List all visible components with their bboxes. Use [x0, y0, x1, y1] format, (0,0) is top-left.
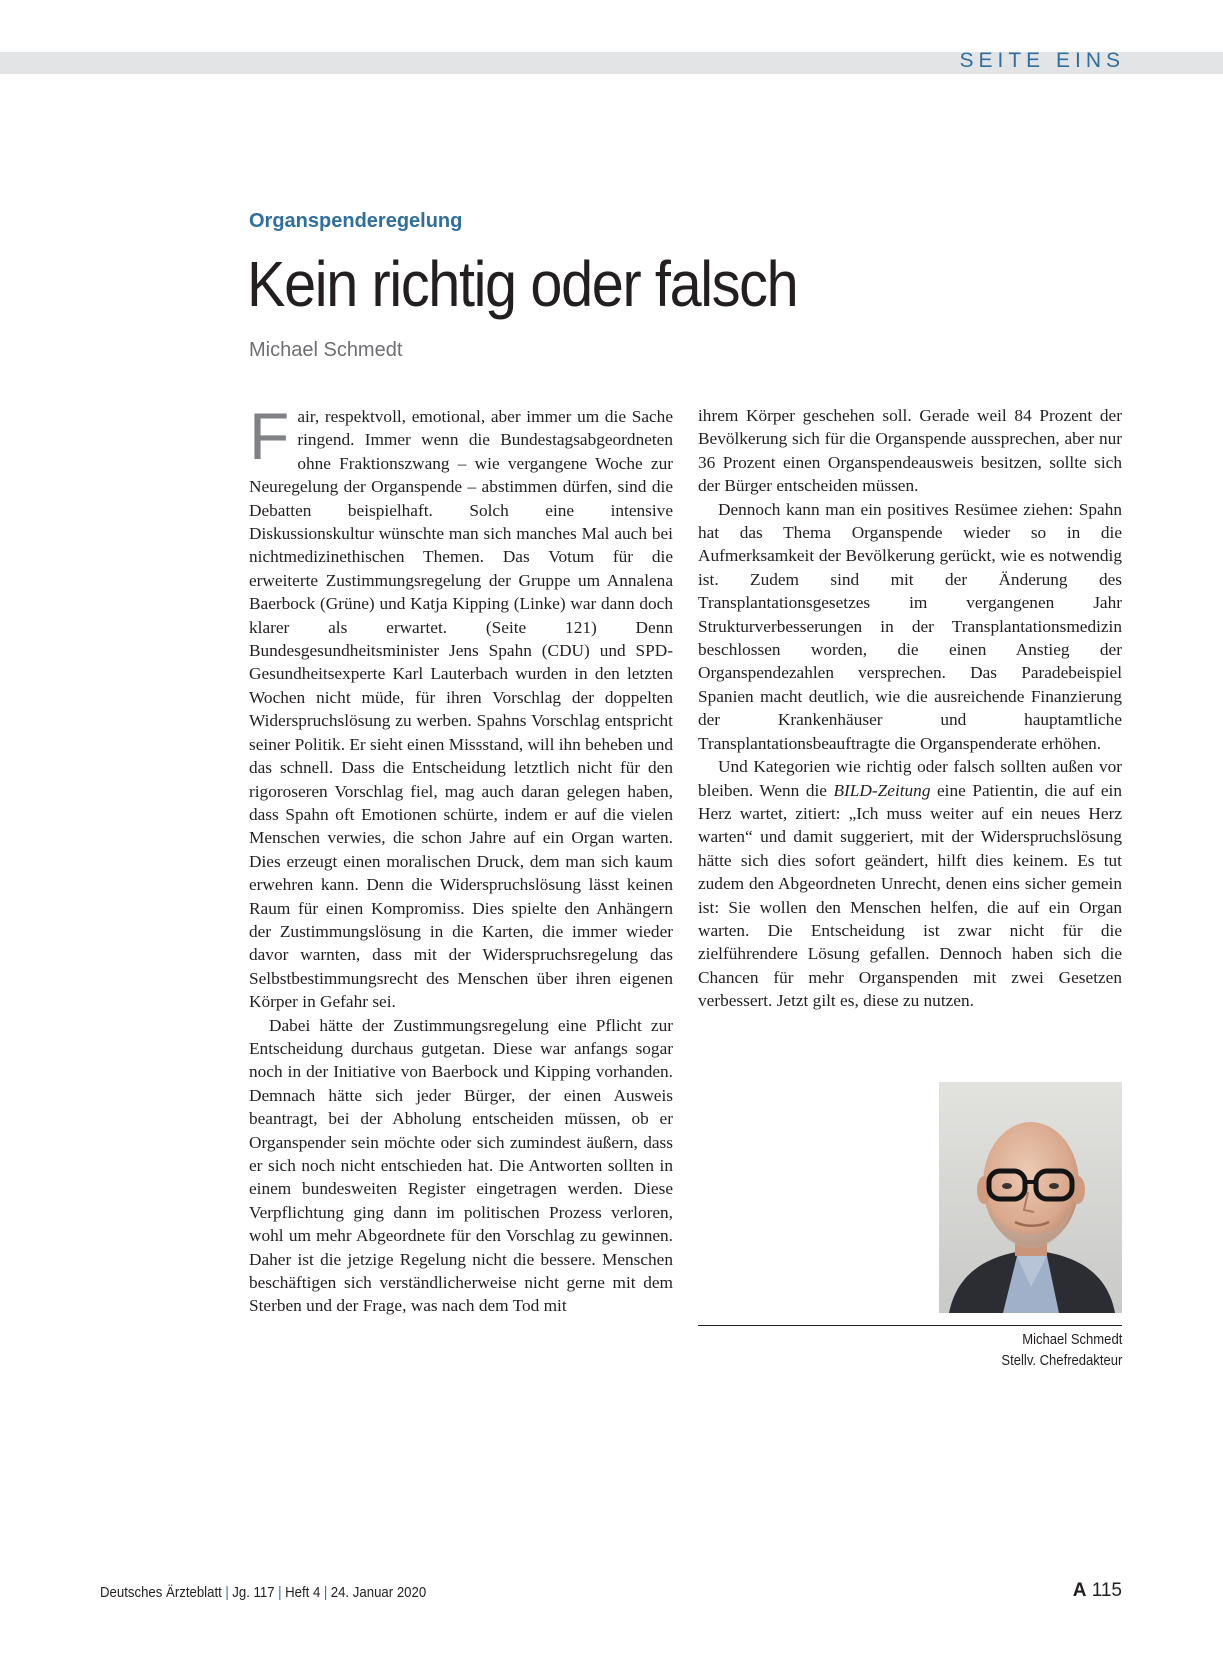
page-footer — [100, 1584, 426, 1601]
section-label: SEITE EINS — [959, 49, 1125, 72]
footer-volume: Jg. 117 — [232, 1584, 275, 1601]
article-paragraph — [249, 399, 673, 1014]
dropcap: F — [249, 399, 290, 473]
author-photo — [939, 1082, 1122, 1313]
article-paragraph — [698, 755, 1122, 1012]
caption-name: Michael Schmedt — [1021, 1332, 1122, 1348]
article-paragraph: Dabei hätte der Zustimmungsregelung eine Pflicht zur Entscheidung durchaus gutgetan. Diese war anfangs sogar noch in der Initiative von Baerbock und Kipping vorhanden. Demnach hätte sich jeder Bürger, der einen Ausweis beantragt, bei der Abholung entscheiden müssen, ob er Organspender sein möchte oder sich zumindest äußern, dass er sich noch nicht entschieden hat. Die Antworten sollten in einem bundesweiten Register eingetragen werden. Diese Verpflichtung ging dann im politischen Prozess verloren, wohl um mehr Abgeordnete für den Vorschlag zu gewinnen. Daher ist die jetzige Regelung nicht die bessere. Menschen beschäftigen sich verständlicherweise nicht gerne mit dem Sterben und der Frage, was nach dem Tod mit — [249, 1015, 673, 1316]
article-kicker: Organspenderegelung — [249, 210, 463, 232]
footer-separator: | — [225, 1584, 229, 1601]
caption-divider — [698, 1325, 1122, 1326]
paragraph-text: Und Kategorien wie richtig oder falsch sollten außen vor bleiben. Wenn die — [698, 757, 1122, 800]
page-number — [1073, 1580, 1122, 1602]
footer-publication: Deutsches Ärzteblatt — [100, 1584, 222, 1601]
footer-separator: | — [323, 1584, 328, 1601]
article-column-left — [249, 399, 673, 1318]
article-paragraph: ihrem Körper geschehen soll. Gerade weil 84 Prozent der Bevölkerung sich für die Organspende aussprechen, aber nur 36 Prozent einen Organspendeausweis besitzen, sollte sich der Bürger entscheiden müssen. — [698, 406, 1122, 496]
page-prefix: A — [1072, 1580, 1087, 1601]
article-title: Kein richtig oder falsch — [247, 248, 798, 320]
article-paragraph: Dennoch kann man ein positives Resümee ziehen: Spahn hat das Thema Organspende wieder so in die Aufmerksamkeit der Bevölkerung gerückt, wie es notwendig ist. Zudem sind mit der Änderung des Transplantationsgesetzes im vergangenen Jahr Strukturverbesserungen in der Transplantationsmedizin beschlossen worden, die einen Anstieg der Organspendezahlen versprechen. Das Paradebeispiel Spanien macht deutlich, wie die ausreichende Finanzierung der Krankenhäuser und hauptamtliche Transplantationsbeauftragte die Organspenderate erhöhen. — [698, 499, 1122, 753]
article-column-right — [698, 404, 1122, 1013]
footer-issue: Heft 4 — [285, 1584, 321, 1601]
paragraph-text: air, respektvoll, emotional, aber immer um die Sache ringend. Immer wenn die Bundestagsabgeordneten ohne Fraktionszwang – wie vergangene Woche zur Neuregelung der Organspende – abstimmen dürfen, sind die Debatten beispielhaft. Solch eine intensive Diskussionskultur wünschte man sich manches Mal auch bei nichtmedizinethischen Themen. Das Votum für die erweiterte Zustimmungsregelung der Gruppe um Annalena Baerbock (Grüne) und Katja Kipping (Linke) war dann doch klarer als erwartet. (Seite 121) Denn Bundesgesundheitsminister Jens Spahn (CDU) und SPD-Gesundheitsexperte Karl Lauterbach wurden in den letzten Wochen nicht müde, für ihren Vorschlag der doppelten Widerspruchslösung zu werben. Spahns Vorschlag entspricht seiner Politik. Er sieht einen Missstand, will ihn beheben und das schnell. Dass die Entscheidung letztlich nicht für den rigoroseren Vorschlag fiel, mag auch daran gelegen haben, dass Spahn oft Emotionen schürte, indem er auf die vielen Menschen verwies, die schon Jahre auf ein Organ warten. Dies erzeugt einen moralischen Druck, dem man sich kaum erwehren kann. Denn die Widerspruchslösung lässt keinen Raum für einen Kompromiss. Dies spielte den Anhängern der Zustimmungslösung in die Karten, die immer wieder davor warnten, dass mit der Widerspruchsregelung das Selbstbestimmungsrecht des Menschen über ihren eigenen Körper in Gefahr sei. — [249, 407, 673, 1012]
caption-role: Stellv. Chefredakteur — [1001, 1353, 1122, 1369]
article-author: Michael Schmedt — [249, 339, 403, 361]
photo-caption — [1001, 1330, 1122, 1372]
newspaper-name: BILD-Zeitung — [833, 780, 931, 800]
page-number-value: 115 — [1091, 1580, 1122, 1601]
paragraph-text: eine Patientin, die auf ein Herz wartet, zitiert: „Ich muss weiter auf ein neues Herz warten“ und damit suggeriert, mit der Widerspruchslösung hätte sich dies sofort geändert, hilft dies keinem. Es tut zudem den Abgeordneten Unrecht, denen eins sicher gemein ist: Sie wollen den Menschen helfen, die auf ein Organ warten. Die Entscheidung ist zwar nicht für die zielführendere Lösung gefallen. Dennoch haben sich die Chancen für mehr Organspenden mit zwei Gesetzen verbessert. Jetzt gilt es, diese zu nutzen. — [698, 780, 1123, 1011]
footer-separator: | — [278, 1584, 282, 1601]
author-portrait-image — [939, 1082, 1122, 1313]
footer-date: 24. Januar 2020 — [330, 1584, 427, 1601]
